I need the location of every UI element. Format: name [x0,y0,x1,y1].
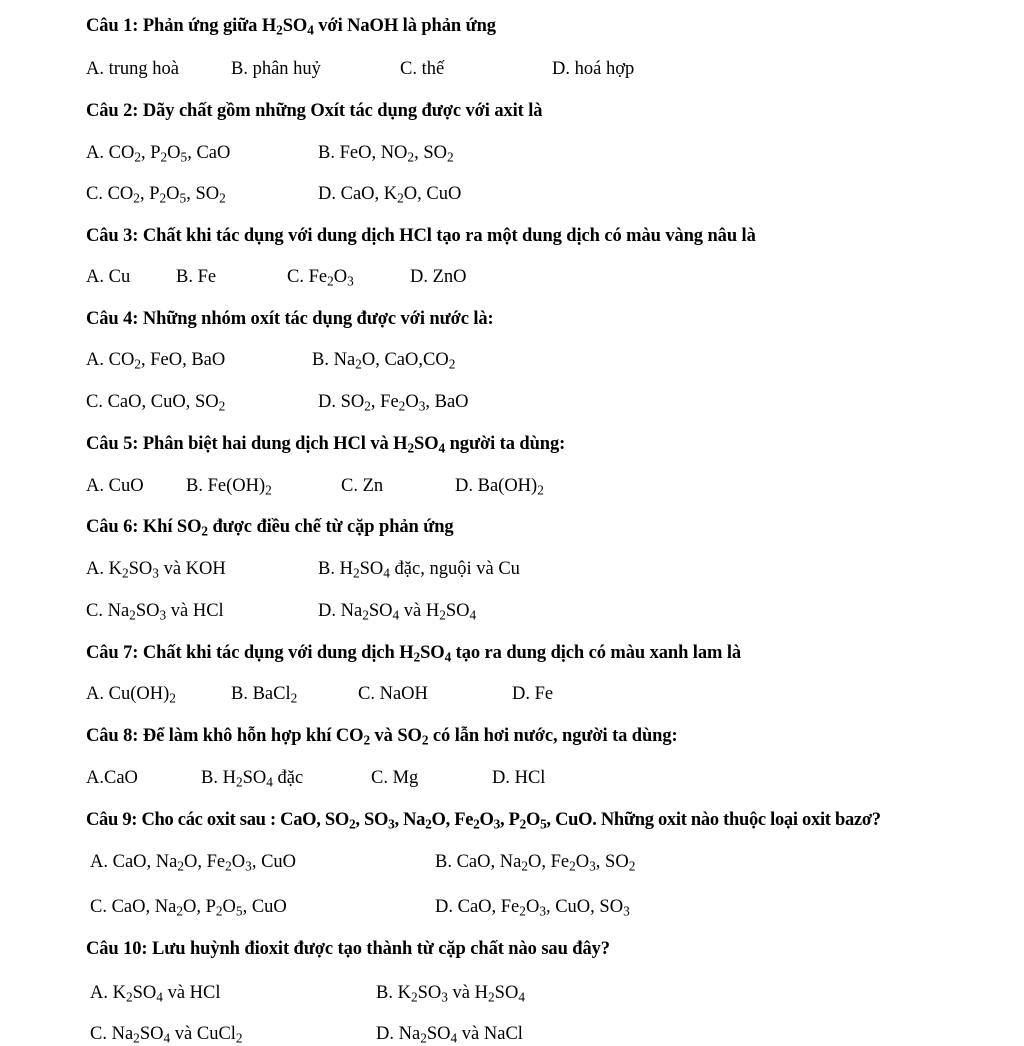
q10-option-d: D. $Na_2SO_4$ và NaCl [376,1024,523,1046]
q10-option-b: B. $K_2SO_3$ và $H_2SO_4$ [376,983,525,1005]
q9-option-d: D. CaO, $Fe_2O_3$, CuO, $SO_3$ [435,897,630,919]
q4-option-a: A. $CO_2$, FeO, BaO [86,350,226,372]
question-9: Câu 9: Cho các oxit sau : CaO, $SO_2$, $SO_3$, $Na_2O$, $Fe_2O_3$, $P_2O_5$, CuO. Những oxit nào thuộc loại oxit bazơ? [86,810,881,832]
question-2: Câu 2: Dãy chất gồm những Oxít tác dụng được với axit là [86,101,543,121]
q1-option-b: B. phân huỷ [231,59,321,79]
question-5: Câu 5: Phân biệt hai dung dịch HCl và $H_2SO_4$ người ta dùng: [86,434,566,456]
question-6: Câu 6: Khí $SO_2$ được điều chế từ cặp phản ứng [86,517,454,539]
question-8: Câu 8: Để làm khô hỗn hợp khí $CO_2$ và $SO_2$ có lẫn hơi nước, người ta dùng: [86,726,678,748]
q8-option-b: B. $H_2SO_4$ đặc [201,768,304,790]
q7-option-d: D. Fe [512,684,554,704]
q2-option-d: D. CaO, $K_2O$, CuO [318,184,462,206]
q3-option-d: D. ZnO [410,267,467,287]
q1-option-c: C. thế [400,59,445,79]
q10-option-c: C. $Na_2SO_4$ và CuCl$_2$ [90,1024,243,1046]
q8-option-c: C. Mg [371,768,419,788]
question-10: Câu 10: Lưu huỳnh đioxit được tạo thành từ cặp chất nào sau đây? [86,939,610,959]
question-7: Câu 7: Chất khi tác dụng với dung dịch $H_2SO_4$ tạo ra dung dịch có màu xanh lam là [86,643,742,665]
q3-option-b: B. Fe [176,267,217,287]
question-1: Câu 1: Phản ứng giữa $H_2SO_4$ với NaOH là phản ứng [86,16,496,38]
q5-option-d: D. $Ba(OH)_2$ [455,476,544,498]
q5-option-b: B. $Fe(OH)_2$ [186,476,272,498]
q7-option-b: B. BaCl$_2$ [231,684,298,706]
q1-option-a: A. trung hoà [86,59,179,79]
q9-option-c: C. CaO, $Na_2O$, $P_2O_5$, CuO [90,897,287,919]
q3-option-a: A. Cu [86,267,131,287]
q4-option-c: C. CaO, CuO, $SO_2$ [86,392,226,414]
q4-option-d: D. $SO_2$, $Fe_2O_3$, BaO [318,392,469,414]
q6-option-a: A. $K_2SO_3$ và KOH [86,559,226,581]
question-4: Câu 4: Những nhóm oxít tác dụng được với nước là: [86,309,494,329]
q5-option-a: A. CuO [86,476,144,496]
q4-option-b: B. $Na_2O$, $CaO,CO_2$ [312,350,456,372]
q8-option-d: D. HCl [492,768,546,788]
q2-option-b: B. FeO, $NO_2$, $SO_2$ [318,143,454,165]
q6-option-d: D. $Na_2SO_4$ và $H_2SO_4$ [318,601,477,623]
q7-option-a: A. $Cu(OH)_2$ [86,684,176,706]
q9-option-a: A. CaO, $Na_2O$, $Fe_2O_3$, CuO [90,852,297,874]
q7-option-c: C. NaOH [358,684,428,704]
q2-option-c: C. $CO_2$, $P_2O_5$, $SO_2$ [86,184,226,206]
q8-option-a: A.CaO [86,768,138,788]
q6-option-b: B. $H_2SO_4$ đặc, nguội và Cu [318,559,520,581]
q3-option-c: C. $Fe_2O_3$ [287,267,354,289]
q10-option-a: A. $K_2SO_4$ và HCl [90,983,221,1005]
q5-option-c: C. Zn [341,476,384,496]
q2-option-a: A. $CO_2$, $P_2O_5$, CaO [86,143,231,165]
q9-option-b: B. CaO, $Na_2O$, $Fe_2O_3$, $SO_2$ [435,852,636,874]
q1-option-d: D. hoá hợp [552,59,635,79]
q6-option-c: C. $Na_2SO_3$ và HCl [86,601,224,623]
question-3: Câu 3: Chất khi tác dụng với dung dịch HCl tạo ra một dung dịch có màu vàng nâu là [86,226,756,246]
